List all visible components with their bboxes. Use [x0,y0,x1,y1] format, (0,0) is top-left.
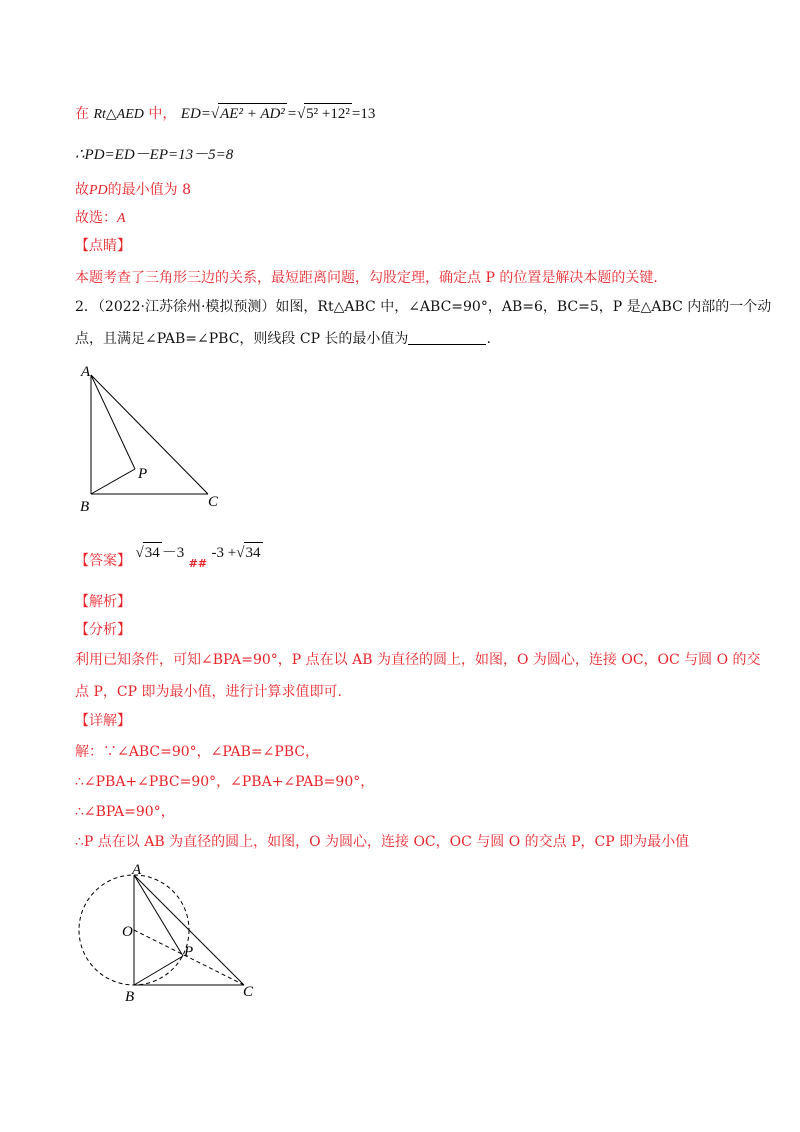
answer-value-2: -3 +√34 [212,545,263,561]
fenxi-line-2: 点 P，CP 即为最小值，进行计算求值即可. [75,684,342,700]
line-choice [75,208,126,229]
formula-lhs: ED= [180,106,211,122]
answer-radicand-1: 34 [143,542,162,563]
label-b: B [125,989,135,1005]
formula-radicand-2: 5² +12² [304,103,352,124]
problem-text: 点，且满足∠PAB=∠PBC，则线段 CP 长的最小值为 [75,331,409,347]
formula-radicand-1: AE² + AD² [218,103,287,124]
xiangjie-line-3: ∴∠BPA=90°， [75,804,175,820]
section-xiangjie: 【详解】 [75,713,131,729]
line-pd-min [75,180,191,201]
line-rt-aed [75,103,375,125]
label-c: C [208,494,219,510]
formula-result: =13 [351,106,376,122]
answer-value-1: √34 －3 [135,545,184,561]
answer-label: 【答案】 [75,553,131,569]
xiangjie-line-4: ∴P 点在以 AB 为直径的圆上，如图，O 为圆心，连接 OC，OC 与圆 O 的交点 P，CP 即为最小值 [75,834,690,850]
label-a: A [81,364,91,380]
answer-minus3: －3 [161,545,185,561]
section-dianjing: 【点睛】 [75,238,131,254]
figure-triangle-abc [75,360,235,520]
xiangjie-line-2: ∴∠PBA+∠PBC=90°，∠PBA+∠PAB=90°， [75,774,375,790]
label-a: A [132,862,142,878]
label-p: P [184,944,194,960]
text-var: A [117,211,126,226]
answer-blank [408,330,486,345]
text-var: PD [89,183,108,198]
line-pd-calc: ∴PD=ED－EP=13－5=8 [75,147,234,163]
figure-circle-construction [75,860,275,1010]
label-c: C [243,984,254,1000]
formula-eq: = [286,106,297,122]
dianjing-text: 本题考查了三角形三边的关系，最短距离问题，勾股定理，确定点 P 的位置是解决本题的关键. [75,270,658,286]
answer-radicand-2: 34 [244,542,263,563]
xiangjie-line-1: 解：∵∠ABC=90°，∠PAB=∠PBC， [75,744,320,760]
section-jiexi: 【解析】 [75,594,131,610]
answer-neg3: -3 + [211,545,237,561]
label-b: B [80,499,90,515]
text-mid: 中， [148,106,177,122]
triangle-name: Rt△AED [93,107,144,122]
section-fenxi: 【分析】 [75,622,131,638]
problem-line-1: 2．（2022·江苏徐州·模拟预测）如图，Rt△ABC 中，∠ABC=90°，AB=6，BC=5，P 是△ABC 内部的一个动 [75,299,772,315]
text-pre: 故 [75,182,89,198]
fenxi-line-1: 利用已知条件，可知∠BPA=90°，P 点在以 AB 为直径的圆上，如图，O 为圆心，连接 OC，OC 与圆 O 的交 [75,652,761,668]
label-o: O [122,924,133,940]
answer-separator: ## [188,557,208,570]
text-post: 的最小值为 8 [107,182,192,198]
label-p: P [138,466,148,482]
text-prefix: 在 [75,106,89,122]
problem-line-2 [75,329,491,349]
formula-ed: ED=√AE² + AD² =√5² +12² =13 [181,106,376,122]
text-pre: 故选： [75,210,117,226]
problem-period: . [486,331,491,347]
answer-line [75,545,263,572]
